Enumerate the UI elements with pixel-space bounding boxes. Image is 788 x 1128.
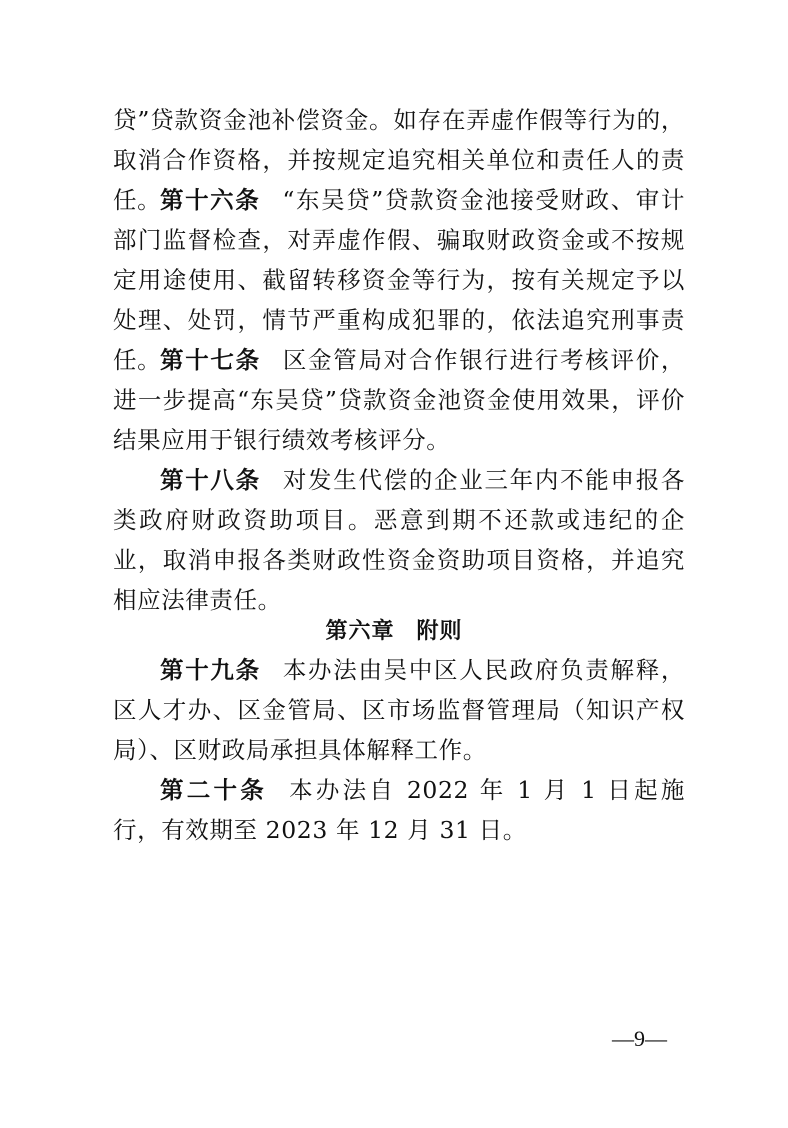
chapter-number: 第六章 bbox=[325, 619, 395, 644]
article-18 bbox=[113, 460, 685, 620]
article-body: 本办法自 2022 年 1 月 1 日起施行，有效期至 2023 年 12 月 31 日。 bbox=[113, 776, 685, 844]
article-heading: 第十八条 bbox=[160, 466, 261, 494]
article-heading: 第十六条 bbox=[160, 186, 261, 214]
article-20 bbox=[113, 770, 685, 850]
continuation-paragraph: 贷”贷款资金池补偿资金。如存在弄虚作假等行为的，取消合作资格，并按规定追究相关单位和责任人的责任。 bbox=[113, 106, 685, 214]
page-number: —9— bbox=[612, 1026, 667, 1051]
article-body: 对发生代偿的企业三年内不能申报各类政府财政资助项目。恶意到期不还款或违纪的企业，取消申报各类财政性资金资助项目资格，并追究相应法律责任。 bbox=[113, 466, 685, 614]
article-heading: 第二十条 bbox=[160, 776, 268, 804]
article-body: “东吴贷”贷款资金池接受财政、审计部门监督检查，对弄虚作假、骗取财政资金或不按规定用途使用、截留转移资金等行为，按有关规定予以处理、处罚，情节严重构成犯罪的，依法追究刑事责任。 bbox=[113, 186, 685, 374]
article-heading: 第十九条 bbox=[160, 656, 261, 684]
article-body: 区金管局对合作银行进行考核评价，进一步提高“东吴贷”贷款资金池资金使用效果，评价结果应用于银行绩效考核评分。 bbox=[113, 346, 685, 454]
chapter-heading bbox=[0, 615, 788, 649]
article-heading: 第十七条 bbox=[160, 346, 261, 374]
article-body: 本办法由吴中区人民政府负责解释，区人才办、区金管局、区市场监督管理局（知识产权局）、区财政局承担具体解释工作。 bbox=[113, 656, 685, 764]
article-19 bbox=[113, 650, 685, 770]
chapter-title: 附则 bbox=[416, 619, 463, 644]
article-17 bbox=[113, 340, 685, 460]
